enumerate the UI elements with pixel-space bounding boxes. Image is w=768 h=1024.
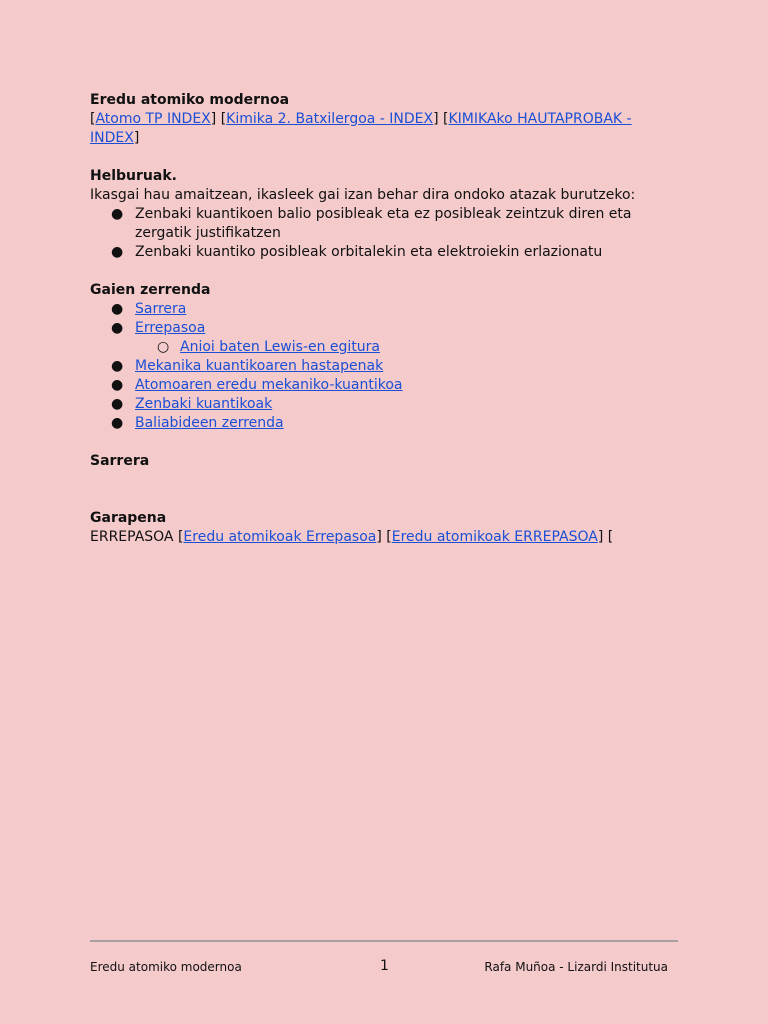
spacer bbox=[90, 490, 680, 509]
spacer bbox=[90, 148, 680, 167]
topic-link-mekanika[interactable]: Mekanika kuantikoaren hastapenak bbox=[135, 358, 384, 374]
list-item: ● Zenbaki kuantikoen balio posibleak eta ez posibleak zeintzuk diren eta zergatik justifikatzen bbox=[90, 205, 680, 243]
bracket-text: ] [ bbox=[210, 111, 227, 127]
footer-title: Eredu atomiko modernoa bbox=[90, 960, 242, 974]
review-prefix: ERREPASOA [ bbox=[90, 529, 184, 545]
bracket-text: ] bbox=[133, 130, 140, 146]
top-links-line bbox=[90, 110, 680, 148]
review-links-line bbox=[90, 528, 680, 547]
topic-link-zenbaki[interactable]: Zenbaki kuantikoak bbox=[135, 396, 273, 412]
objectives-intro: Ikasgai hau amaitzean, ikasleek gai izan behar dira ondoko atazak burutzeko: bbox=[90, 187, 636, 203]
kimika-index-link[interactable]: Kimika 2. Batxilergoa - INDEX bbox=[226, 111, 434, 127]
topic-link-atomoaren-eredu[interactable]: Atomoaren eredu mekaniko-kuantikoa bbox=[135, 377, 403, 393]
spacer bbox=[90, 433, 680, 452]
bracket-text: ] [ bbox=[376, 529, 392, 545]
footer-author: Rafa Muñoa - Lizardi Institutua bbox=[484, 960, 668, 974]
eredu-errepasoa-link[interactable]: Eredu atomikoak Errepasoa bbox=[183, 529, 377, 545]
list-item bbox=[90, 376, 680, 395]
atomo-tp-index-link[interactable]: Atomo TP INDEX bbox=[95, 111, 211, 127]
page-number: 1 bbox=[380, 958, 389, 974]
topic-link-baliabideak[interactable]: Baliabideen zerrenda bbox=[135, 415, 284, 431]
footer-divider bbox=[90, 940, 678, 942]
section-heading-garapena: Garapena bbox=[90, 510, 167, 526]
bracket-text: ] [ bbox=[597, 529, 614, 545]
hautaprobak-index-link[interactable]: KIMIKAko HAUTAPROBAK - INDEX bbox=[90, 111, 632, 146]
sub-list-item bbox=[90, 338, 680, 357]
list-item bbox=[90, 300, 680, 319]
document-body bbox=[90, 91, 680, 547]
spacer bbox=[90, 262, 680, 281]
page-title: Eredu atomiko modernoa bbox=[90, 92, 290, 108]
objectives-list bbox=[90, 205, 680, 262]
eredu-errepasoa-upper-link[interactable]: Eredu atomikoak ERREPASOA bbox=[391, 529, 598, 545]
sub-list bbox=[135, 338, 680, 357]
topic-link-errepasoa[interactable]: Errepasoa bbox=[135, 320, 206, 336]
topics-heading: Gaien zerrenda bbox=[90, 282, 211, 298]
list-item bbox=[90, 357, 680, 376]
objectives-heading: Helburuak. bbox=[90, 168, 177, 184]
page-footer bbox=[90, 958, 678, 978]
list-item: ● Zenbaki kuantiko posibleak orbitalekin eta elektroiekin erlazionatu bbox=[90, 243, 680, 262]
list-item bbox=[90, 395, 680, 414]
list-item bbox=[90, 319, 680, 357]
list-item bbox=[90, 414, 680, 433]
bracket-text: [ bbox=[90, 111, 96, 127]
bracket-text: ] [ bbox=[433, 111, 449, 127]
topic-link-sarrera[interactable]: Sarrera bbox=[135, 301, 187, 317]
topics-list bbox=[90, 300, 680, 433]
section-heading-sarrera: Sarrera bbox=[90, 453, 150, 469]
topic-link-anioi-lewis[interactable]: Anioi baten Lewis-en egitura bbox=[180, 339, 381, 355]
spacer bbox=[90, 471, 680, 490]
